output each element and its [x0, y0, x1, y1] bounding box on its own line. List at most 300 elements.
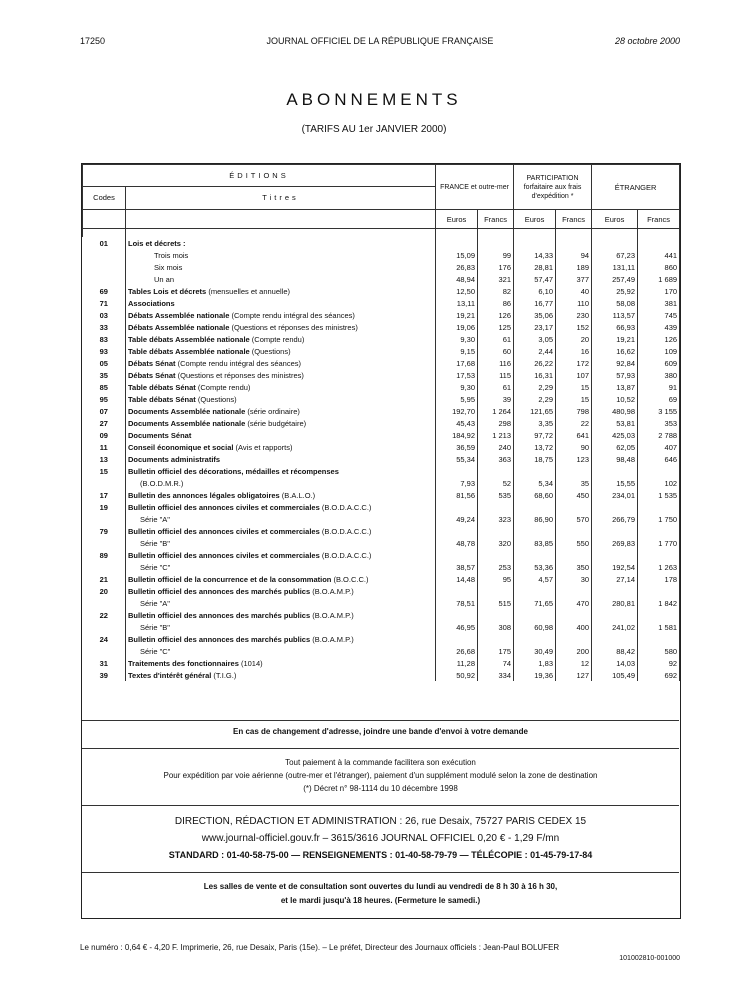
table-row [83, 561, 680, 573]
empty-cell [638, 609, 680, 621]
price-cell: 350 [556, 561, 592, 573]
row-title [126, 405, 436, 417]
row-title [126, 249, 436, 261]
row-code: 15 [83, 465, 126, 477]
row-title [126, 669, 436, 681]
row-code: 69 [83, 285, 126, 297]
row-code: 95 [83, 393, 126, 405]
francs-label: Francs [638, 210, 680, 229]
price-cell: 192,70 [436, 405, 478, 417]
price-cell: 38,57 [436, 561, 478, 573]
price-cell: 16 [556, 345, 592, 357]
row-title-bold: Débats Assemblée nationale [128, 322, 230, 332]
divider [82, 805, 679, 806]
price-cell: 450 [556, 489, 592, 501]
price-cell: 535 [478, 489, 514, 501]
table-row [83, 669, 680, 681]
subscription-frame [81, 163, 681, 919]
row-title-rest: (Avis et rapports) [233, 442, 293, 452]
row-subtitle: Série "B" [126, 537, 436, 549]
price-cell: 609 [638, 357, 680, 369]
price-cell: 125 [478, 321, 514, 333]
row-title [126, 309, 436, 321]
row-title-bold: Bulletin officiel des annonces civiles et commerciales [128, 526, 320, 536]
row-title [126, 429, 436, 441]
price-cell: 13,72 [514, 441, 556, 453]
row-subtitle: Série "C" [126, 645, 436, 657]
row-title-rest: (Questions) [249, 346, 291, 356]
page-number: 17250 [80, 36, 106, 46]
price-cell: 53,81 [592, 417, 638, 429]
row-title-rest: Six mois [154, 262, 183, 272]
price-cell: 192,54 [592, 561, 638, 573]
journal-name: JOURNAL OFFICIEL DE LA RÉPUBLIQUE FRANÇAISE [266, 36, 494, 46]
price-cell: 131,11 [592, 261, 638, 273]
empty-cell [436, 501, 478, 513]
empty-cell [478, 465, 514, 477]
price-cell: 425,03 [592, 429, 638, 441]
price-cell: 58,08 [592, 297, 638, 309]
price-cell: 12,50 [436, 285, 478, 297]
empty-cell [638, 525, 680, 537]
row-title-rest: (Questions et réponses des ministres) [229, 322, 358, 332]
price-cell: 86 [478, 297, 514, 309]
price-cell: 45,43 [436, 417, 478, 429]
table-row [83, 501, 680, 513]
table-header-row [83, 165, 680, 210]
empty-cell [514, 585, 556, 597]
row-code [83, 261, 126, 273]
empty-cell [592, 501, 638, 513]
empty-cell [592, 549, 638, 561]
row-code [83, 273, 126, 285]
empty-cell [83, 621, 126, 633]
price-cell: 107 [556, 369, 592, 381]
empty-cell [436, 633, 478, 645]
price-cell [514, 237, 556, 249]
price-cell: 241,02 [592, 621, 638, 633]
row-title-bold: Bulletin officiel des annonces des marchés publics [128, 610, 311, 620]
france-header: FRANCE et outre-mer [436, 165, 514, 210]
price-cell [556, 237, 592, 249]
francs-label: Francs [556, 210, 592, 229]
empty-cell [478, 501, 514, 513]
empty-cell [592, 609, 638, 621]
divider [82, 720, 679, 721]
row-title [126, 549, 436, 561]
row-code [83, 249, 126, 261]
price-cell: 71,65 [514, 597, 556, 609]
row-title [126, 573, 436, 585]
price-cell [638, 237, 680, 249]
row-title-bold: Bulletin officiel des annonces civiles et commerciales [128, 550, 320, 560]
price-cell: 860 [638, 261, 680, 273]
row-title-rest: (série budgétaire) [245, 418, 307, 428]
row-title-rest: (Compte rendu) [249, 334, 305, 344]
row-code: 83 [83, 333, 126, 345]
row-title [126, 345, 436, 357]
price-cell: 178 [638, 573, 680, 585]
row-title [126, 381, 436, 393]
price-cell: 30 [556, 573, 592, 585]
price-cell: 67,23 [592, 249, 638, 261]
price-cell: 298 [478, 417, 514, 429]
price-cell: 105,49 [592, 669, 638, 681]
empty-cell [514, 465, 556, 477]
row-title-bold: Documents Assemblée nationale [128, 406, 246, 416]
row-title-bold: Table débats Sénat [128, 382, 196, 392]
empty-cell [83, 597, 126, 609]
air-note: Pour expédition par voie aérienne (outre-mer et l'étranger), paiement d'un supplément modulé selon la zone de destination [163, 771, 598, 780]
price-cell: 36,59 [436, 441, 478, 453]
price-cell: 10,52 [592, 393, 638, 405]
price-cell: 320 [478, 537, 514, 549]
row-code: 93 [83, 345, 126, 357]
divider [82, 748, 679, 749]
price-cell: 94 [556, 249, 592, 261]
price-cell: 334 [478, 669, 514, 681]
price-cell: 15 [556, 381, 592, 393]
row-title-bold: Textes d'intérêt général [128, 670, 212, 680]
titles-header: Titres [262, 193, 299, 202]
price-cell: 550 [556, 537, 592, 549]
price-cell: 240 [478, 441, 514, 453]
table-row [83, 381, 680, 393]
row-title-rest: (mensuelles et annuelle) [206, 286, 291, 296]
price-cell: 14,03 [592, 657, 638, 669]
empty-cell [83, 477, 126, 489]
empty-cell [556, 585, 592, 597]
price-cell: 3,05 [514, 333, 556, 345]
row-title [126, 501, 436, 513]
price-cell: 172 [556, 357, 592, 369]
price-cell: 57,93 [592, 369, 638, 381]
price-cell: 641 [556, 429, 592, 441]
table-row [83, 633, 680, 645]
price-cell: 74 [478, 657, 514, 669]
price-cell: 121,65 [514, 405, 556, 417]
row-title-bold: Bulletin officiel des annonces civiles et commerciales [128, 502, 320, 512]
row-title [126, 585, 436, 597]
row-title-bold: Bulletin des annonces légales obligatoires [128, 490, 280, 500]
price-cell: 1 842 [638, 597, 680, 609]
empty-cell [556, 501, 592, 513]
row-title-bold: Documents Assemblée nationale [128, 418, 246, 428]
price-cell: 60 [478, 345, 514, 357]
row-title-bold: Bulletin officiel de la concurrence et de la consommation [128, 574, 332, 584]
price-cell: 52 [478, 477, 514, 489]
price-cell: 3 155 [638, 405, 680, 417]
table-row [83, 393, 680, 405]
price-cell: 253 [478, 561, 514, 573]
price-cell: 15 [556, 393, 592, 405]
row-code: 07 [83, 405, 126, 417]
empty-cell [478, 609, 514, 621]
row-code: 09 [83, 429, 126, 441]
price-cell: 1 264 [478, 405, 514, 417]
price-cell: 25,92 [592, 285, 638, 297]
price-cell: 6,10 [514, 285, 556, 297]
row-title-rest: (1014) [238, 658, 263, 668]
price-cell: 14,48 [436, 573, 478, 585]
price-cell: 2,29 [514, 393, 556, 405]
price-cell: 480,98 [592, 405, 638, 417]
row-code: 21 [83, 573, 126, 585]
price-cell: 11,28 [436, 657, 478, 669]
table-row [83, 261, 680, 273]
row-code: 27 [83, 417, 126, 429]
row-title-bold: Conseil économique et social [128, 442, 234, 452]
payment-note: Tout paiement à la commande facilitera son exécution [285, 758, 476, 767]
price-cell: 40 [556, 285, 592, 297]
price-cell: 321 [478, 273, 514, 285]
row-code: 31 [83, 657, 126, 669]
price-cell: 48,78 [436, 537, 478, 549]
table-row [83, 333, 680, 345]
empty-cell [638, 549, 680, 561]
row-title-rest: (B.O.D.A.C.C.) [319, 526, 372, 536]
subscription-table [82, 164, 680, 681]
price-cell: 1 689 [638, 273, 680, 285]
row-title [126, 237, 436, 249]
price-cell: 17,68 [436, 357, 478, 369]
empty-cell [436, 465, 478, 477]
price-cell: 2 788 [638, 429, 680, 441]
price-cell: 16,31 [514, 369, 556, 381]
price-cell: 280,81 [592, 597, 638, 609]
empty-cell [478, 525, 514, 537]
price-cell: 91 [638, 381, 680, 393]
table-row [83, 549, 680, 561]
price-cell: 23,17 [514, 321, 556, 333]
price-cell: 60,98 [514, 621, 556, 633]
table-row [83, 645, 680, 657]
euros-label: Euros [436, 210, 478, 229]
price-cell: 88,42 [592, 645, 638, 657]
table-row [83, 285, 680, 297]
direction-address: DIRECTION, RÉDACTION ET ADMINISTRATION : 26, rue Desaix, 75727 PARIS CEDEX 15 [174, 816, 587, 827]
price-cell: 35,06 [514, 309, 556, 321]
price-cell: 18,75 [514, 453, 556, 465]
price-cell: 2,29 [514, 381, 556, 393]
row-code: 71 [83, 297, 126, 309]
price-cell: 92,84 [592, 357, 638, 369]
row-title-rest: (B.A.L.O.) [279, 490, 316, 500]
price-cell: 16,77 [514, 297, 556, 309]
price-cell: 86,90 [514, 513, 556, 525]
codes-header: Codes [83, 187, 126, 209]
row-title [126, 489, 436, 501]
price-cell: 17,53 [436, 369, 478, 381]
row-title [126, 417, 436, 429]
price-cell: 99 [478, 249, 514, 261]
table-row [83, 369, 680, 381]
sales-hours-2: et le mardi jusqu'à 18 heures. (Fermeture le samedi.) [280, 896, 481, 905]
price-cell: 113,57 [592, 309, 638, 321]
row-title-rest: (B.O.A.M.P.) [310, 586, 354, 596]
page-footer [80, 943, 680, 962]
row-title-bold: Bulletin officiel des annonces des marchés publics [128, 586, 311, 596]
table-row [83, 513, 680, 525]
price-cell: 1,83 [514, 657, 556, 669]
page-subtitle: (TARIFS AU 1er JANVIER 2000) [301, 124, 447, 135]
currency-header-row [83, 210, 680, 229]
row-code: 89 [83, 549, 126, 561]
address-change-note: En cas de changement d'adresse, joindre une bande d'envoi à votre demande [233, 727, 528, 736]
price-cell: 269,83 [592, 537, 638, 549]
table-row [83, 573, 680, 585]
price-cell: 1 213 [478, 429, 514, 441]
row-subtitle: Série "A" [126, 513, 436, 525]
price-cell: 46,95 [436, 621, 478, 633]
empty-cell [436, 585, 478, 597]
row-code: 24 [83, 633, 126, 645]
price-cell: 14,33 [514, 249, 556, 261]
price-cell [478, 237, 514, 249]
price-cell: 61 [478, 333, 514, 345]
price-cell: 692 [638, 669, 680, 681]
price-cell: 26,22 [514, 357, 556, 369]
row-title [126, 657, 436, 669]
editions-header: ÉDITIONS [83, 165, 435, 187]
francs-label: Francs [478, 210, 514, 229]
row-code: 39 [83, 669, 126, 681]
empty-cell [514, 609, 556, 621]
price-cell: 81,56 [436, 489, 478, 501]
row-title-rest: (Compte rendu intégral des séances) [175, 358, 302, 368]
row-subtitle: Série "B" [126, 621, 436, 633]
price-cell [592, 237, 638, 249]
table-row [83, 465, 680, 477]
row-title-bold: Table débats Assemblée nationale [128, 346, 250, 356]
row-title-rest: (Questions) [195, 394, 237, 404]
row-title [126, 633, 436, 645]
price-cell: 9,30 [436, 333, 478, 345]
etranger-header: ÉTRANGER [592, 165, 680, 210]
empty-cell [436, 609, 478, 621]
row-title-bold: Bulletin officiel des annonces des marchés publics [128, 634, 311, 644]
table-row [83, 657, 680, 669]
empty-cell [556, 633, 592, 645]
price-cell: 2,44 [514, 345, 556, 357]
row-code: 85 [83, 381, 126, 393]
row-title [126, 393, 436, 405]
row-title [126, 333, 436, 345]
decree-note: (*) Décret n° 98-1114 du 10 décembre 1998 [303, 784, 458, 793]
price-cell: 570 [556, 513, 592, 525]
price-cell: 57,47 [514, 273, 556, 285]
row-code: 01 [83, 237, 126, 249]
price-cell: 19,21 [436, 309, 478, 321]
row-code: 05 [83, 357, 126, 369]
table-row [83, 345, 680, 357]
row-title-bold: Documents administratifs [128, 454, 221, 464]
price-cell: 110 [556, 297, 592, 309]
row-title [126, 273, 436, 285]
price-cell: 16,62 [592, 345, 638, 357]
price-cell: 266,79 [592, 513, 638, 525]
price-cell: 580 [638, 645, 680, 657]
price-cell: 26,83 [436, 261, 478, 273]
sales-hours-1: Les salles de vente et de consultation sont ouvertes du lundi au vendredi de 8 h 30 à 16 h 30, [203, 882, 558, 891]
row-title [126, 321, 436, 333]
price-cell: 308 [478, 621, 514, 633]
price-cell: 381 [638, 297, 680, 309]
price-cell: 363 [478, 453, 514, 465]
price-cell: 98,48 [592, 453, 638, 465]
footer-code: 101002810-001000 [619, 955, 680, 962]
row-title-rest: (B.O.D.A.C.C.) [319, 502, 372, 512]
empty-cell [436, 549, 478, 561]
row-title-rest: (série ordinaire) [245, 406, 300, 416]
row-title-rest: Un an [154, 274, 175, 284]
empty-cell [556, 549, 592, 561]
table-body [83, 237, 680, 681]
table-row [83, 609, 680, 621]
empty-cell [514, 633, 556, 645]
empty-cell [83, 645, 126, 657]
row-title-bold: Traitements des fonctionnaires [128, 658, 239, 668]
row-title [126, 465, 436, 477]
empty-cell [592, 525, 638, 537]
table-row [83, 597, 680, 609]
row-title [126, 357, 436, 369]
price-cell: 1 263 [638, 561, 680, 573]
price-cell: 170 [638, 285, 680, 297]
price-cell: 1 535 [638, 489, 680, 501]
price-cell: 109 [638, 345, 680, 357]
price-cell: 380 [638, 369, 680, 381]
row-title [126, 297, 436, 309]
empty-cell [592, 465, 638, 477]
row-title-rest: (B.O.A.M.P.) [310, 634, 354, 644]
price-cell: 7,93 [436, 477, 478, 489]
price-cell: 400 [556, 621, 592, 633]
table-row [83, 309, 680, 321]
row-code: 22 [83, 609, 126, 621]
row-title-rest: (Questions et réponses des ministres) [175, 370, 304, 380]
empty-cell [478, 549, 514, 561]
price-cell: 175 [478, 645, 514, 657]
empty-cell [436, 525, 478, 537]
row-title-bold: Table débats Assemblée nationale [128, 334, 250, 344]
price-cell: 68,60 [514, 489, 556, 501]
price-cell: 1 770 [638, 537, 680, 549]
row-title-bold: Tables Lois et décrets [128, 286, 207, 296]
table-row [83, 405, 680, 417]
row-title [126, 261, 436, 273]
row-title-rest: (B.O.C.C.) [331, 574, 369, 584]
price-cell: 27,14 [592, 573, 638, 585]
table-row [83, 429, 680, 441]
price-cell: 20 [556, 333, 592, 345]
price-cell: 50,92 [436, 669, 478, 681]
row-title [126, 609, 436, 621]
price-cell: 53,36 [514, 561, 556, 573]
price-cell: 200 [556, 645, 592, 657]
divider [82, 872, 679, 873]
price-cell: 83,85 [514, 537, 556, 549]
issue-date: 28 octobre 2000 [614, 36, 680, 46]
price-cell: 19,36 [514, 669, 556, 681]
row-subtitle: Série "A" [126, 597, 436, 609]
price-cell: 5,95 [436, 393, 478, 405]
row-title-rest: (Compte rendu intégral des séances) [229, 310, 355, 320]
empty-cell [556, 525, 592, 537]
table-row [83, 441, 680, 453]
price-cell: 9,30 [436, 381, 478, 393]
row-title [126, 453, 436, 465]
